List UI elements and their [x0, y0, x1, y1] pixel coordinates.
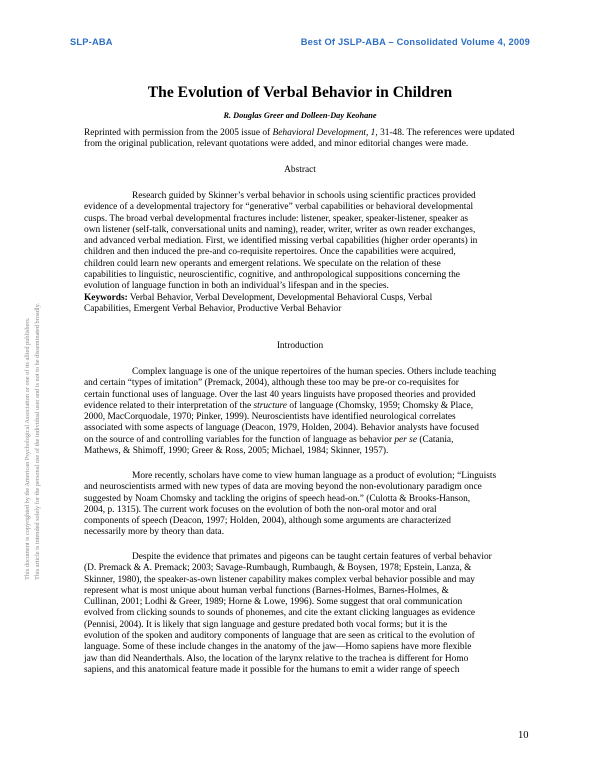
running-header: [70, 37, 530, 47]
intro-line: Complex language is one of the unique repertoires of the human species. Others include teaching: [132, 367, 497, 377]
intro-line: certain functional uses of language. Over the last 40 years linguists have proposed theories and provided: [84, 389, 476, 400]
reprint-line: from the original publication, relevant quotations were added, and minor editorial changes were made.: [84, 139, 469, 150]
abstract-line: cusps. The broad verbal developmental fractures include: listener, speaker, speaker-listener, speaker as: [84, 213, 469, 224]
abstract-line: and advanced verbal mediation. First, we identified missing verbal capabilities (higher order operants) in: [84, 236, 478, 247]
abstract-line: own listener (self-talk, conversational units and naming), reader, writer, writer as own reader exchanges,: [84, 224, 476, 235]
intro-line: Despite the evidence that primates and pigeons can be taught certain features of verbal behavior: [132, 552, 492, 562]
journal-volume-title: Best Of JSLP-ABA – Consolidated Volume 4, 2009: [300, 37, 530, 47]
intro-line: Mathews, & Shimoff, 1990; Greer & Ross, 2005; Michael, 1984; Skinner, 1957).: [84, 446, 389, 457]
page-number: 10: [518, 730, 529, 741]
abstract-line: children and then induced the pre-and co-requisite repertoires. Once the capabilities were acquired,: [84, 247, 456, 258]
intro-paragraph: [84, 552, 530, 676]
introduction-heading: Introduction: [276, 341, 324, 351]
keywords-line: [84, 293, 530, 304]
intro-line: More recently, scholars have come to view human language as a product of evolution; “Linguists: [132, 471, 497, 481]
intro-line: evolved from clicking sounds to sounds of phonemes, and cite the extant clicking languages as evidence: [84, 608, 476, 619]
copyright-sidenote: [23, 303, 42, 580]
intro-line: Cullinan, 2001; Lodhi & Greer, 1989; Horne & Lowe, 1996). Some suggest that oral communication: [84, 597, 463, 608]
abstract-line: children could learn new operants and emergent relations. We speculate on the relation of these: [84, 258, 441, 269]
keywords-list: Verbal Behavior, Verbal Development, Developmental Behavioral Cusps, Verbal: [127, 292, 433, 303]
abstract-text: [84, 191, 530, 315]
paper-authors: R. Douglas Greer and Dolleen-Day Keohane: [223, 111, 377, 120]
intro-line: associated with some aspects of language (Deacon, 1979, Holden, 2004). Behavior analysts have focused: [84, 423, 479, 434]
reprint-note: [84, 128, 530, 151]
intro-line: language. Some of these include changes in the anatomy of the jaw—Homo sapiens have more flexible: [84, 642, 472, 653]
keywords-line: Capabilities, Emergent Verbal Behavior, Productive Verbal Behavior: [84, 303, 342, 314]
reprint-line: Reprinted with permission from the 2005 issue of Behavioral Development, 1, 31-48. The references were updated: [84, 128, 515, 138]
copyright-line: This document is copyrighted by the American Psychological Association or one of its allied publishers.: [24, 317, 31, 580]
abstract-line: capabilities to linguistic, neuroscientific, cognitive, and anthropological suppositions concerning the: [84, 270, 460, 281]
intro-line: and certain “types of imitation” (Premack, 2004), although these too may be pre-or co-requisites for: [84, 378, 459, 389]
intro-line: evolution of the spoken and auditory components of language that are seen as critical to the evolution of: [84, 631, 475, 642]
intro-paragraph: [84, 367, 530, 457]
intro-line: evidence related to their interpretation of the structure of language (Chomsky, 1959; Chomsky & Place,: [84, 400, 474, 411]
abstract-heading: Abstract: [284, 165, 316, 175]
abstract-line: Research guided by Skinner’s verbal behavior in schools using scientific practices provided: [132, 191, 476, 201]
intro-line: jaw than did Neanderthals. Also, the location of the larynx relative to the trachea is different for Homo: [84, 653, 469, 664]
intro-line: on the source of and controlling variables for the function of language as behavior per se (Catania,: [84, 434, 454, 445]
journal-short-name: SLP-ABA: [70, 37, 113, 47]
intro-line: necessarily more by theory than data.: [84, 527, 225, 538]
intro-line: represent what is most unique about human verbal functions (Barnes-Holmes, Barnes-Holmes, &: [84, 585, 449, 596]
intro-line: sapiens, and this anatomical feature made it possible for the humans to emit a wider range of speech: [84, 664, 460, 675]
intro-line: 2004, p. 1315). The current work focuses on the evolution of both the non-oral motor and oral: [84, 504, 437, 515]
intro-line: components of speech (Deacon, 1997; Holden, 2004), although some arguments are characterized: [84, 516, 451, 527]
abstract-line: evolution of language function in both an individual’s lifespan and in the species.: [84, 281, 389, 292]
intro-line: (Pennisi, 2004). It is likely that sign language and gesture predated both vocal forms; but it is the: [84, 619, 448, 630]
keywords-label: Keywords:: [84, 292, 128, 303]
intro-paragraph: [84, 471, 530, 539]
intro-line: (D. Premack & A. Premack; 2003; Savage-Rumbaugh, Rumbaugh, & Boysen, 1978; Epstein, Lanza, &: [84, 563, 472, 574]
intro-line: 2000, MacCorquodale, 1970; Pinker, 1999). Neuroscientists have identified neurological correlates: [84, 412, 456, 423]
copyright-line: This article is intended solely for the personal use of the individual user and is not to be disseminated broadly.: [33, 303, 41, 580]
intro-line: Skinner, 1980), the speaker-as-own listener capability makes complex verbal behavior possible and may: [84, 574, 475, 585]
abstract-line: evidence of a developmental trajectory for “generative” verbal capabilities or behavioral developmental: [84, 202, 474, 213]
intro-line: suggested by Noam Chomsky and tackling the origins of speech head-on.” (Culotta & Brooks-Hanson,: [84, 493, 471, 504]
paper-title: The Evolution of Verbal Behavior in Children: [147, 84, 453, 101]
intro-line: and neuroscientists armed with new types of data are moving beyond the non-evolutionary paradigm once: [84, 482, 482, 493]
